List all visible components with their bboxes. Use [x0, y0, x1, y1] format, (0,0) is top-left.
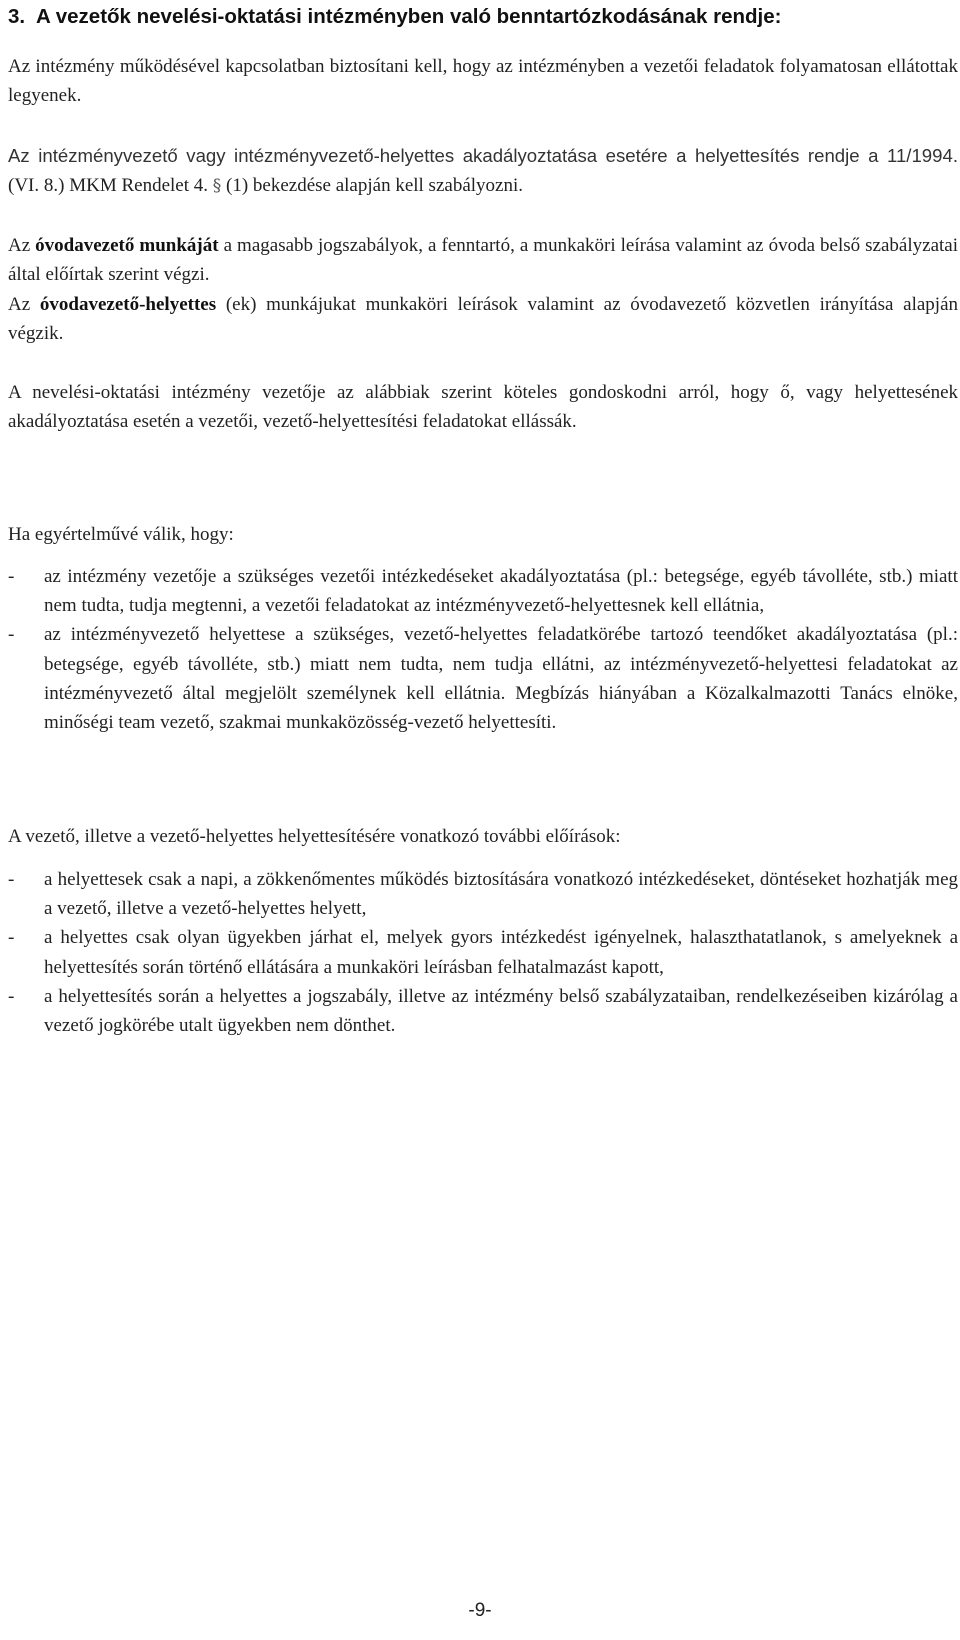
paragraph-obligation: A nevelési-oktatási intézmény vezetője az alábbiak szerint köteles gondoskodni arról, hogy ő, vagy helyettesének akadályoztatása esetén a vezetői, vezető-helyettesítési feladatokat ellássák. — [8, 382, 958, 433]
paragraph-head-duties — [8, 231, 958, 289]
section-heading — [8, 2, 781, 32]
substitution-text-serif: (VI. 8.) MKM Rendelet 4. — [8, 175, 213, 197]
condition-list — [8, 562, 958, 737]
list-item-text: az intézményvezető helyettese a szükséges, vezető-helyettes feladatkörébe tartozó teendőket akadályoztatása (pl.: betegsége, egyéb távolléte, stb.) miatt nem tudta, nem tudja ellátni, az intézményvezető-helyettesi feladatokat az intézményvezető által megjelölt személynek kell ellátnia. Megbízás hiányában a Közalkalmazotti Tanács elnöke, minőségi team vezető, szakmai munkaközösség-vezető helyettesíti. — [44, 624, 958, 734]
substitution-text-rest: (1) bekezdése alapján kell szabályozni. — [221, 175, 523, 197]
page-number: -9- — [468, 1600, 492, 1621]
list-item-text: a helyettes csak olyan ügyekben járhat el, melyek gyors intézkedést igényelnek, halaszthatatlanok, s amelyeknek a helyettesítés során történő ellátására a munkaköri leírásban felhatalmazást kapott, — [44, 927, 958, 978]
list-item — [8, 562, 958, 620]
paragraph-further-rules-intro: A vezető, illetve a vezető-helyettes helyettesítésére vonatkozó további előírások: — [8, 826, 621, 847]
deputy-duties-rest: (ek) munkájukat munkaköri leírások valamint az óvodavezető közvetlen irányítása alapján végzik. — [8, 294, 959, 345]
further-rules-list — [8, 865, 958, 1040]
list-dash: - — [8, 869, 15, 890]
section-sign-icon: § — [212, 176, 222, 197]
head-duties-rest: a magasabb jogszabályok, a fenntartó, a munkaköri leírása valamint az óvoda belső szabályzatai által előírtak szerint végzi. — [8, 235, 958, 286]
deputy-duties-bold: óvodavezető-helyettes — [39, 294, 217, 315]
section-title: A vezetők nevelési-oktatási intézményben való benntartózkodásának rendje: — [36, 5, 782, 28]
list-dash: - — [8, 566, 15, 587]
section-number: 3. — [8, 5, 26, 28]
list-item — [8, 865, 958, 923]
deputy-duties-prefix: Az — [8, 294, 40, 315]
paragraph-condition-intro: Ha egyértelművé válik, hogy: — [8, 524, 234, 545]
list-item — [8, 982, 958, 1040]
list-item — [8, 620, 958, 737]
substitution-text-sans: Az intézményvezető vagy intézményvezető-helyettes akadályoztatása esetére a helyettesítés rendje a 11/1994. — [8, 145, 958, 166]
list-item — [8, 923, 958, 981]
list-item-text: a helyettesítés során a helyettes a jogszabály, illetve az intézmény belső szabályzataiban, rendelkezéseiben kizárólag a vezető jogkörébe utalt ügyekben nem dönthet. — [44, 985, 958, 1037]
list-item-text: az intézmény vezetője a szükséges vezetői intézkedéseket akadályoztatása (pl.: betegsége, egyéb távolléte, stb.) miatt nem tudta, tudja megtenni, a vezetői feladatokat az intézményvezető-helyettesnek kell ellátnia, — [44, 566, 958, 617]
list-dash: - — [8, 927, 15, 949]
paragraph-continuity: Az intézmény működésével kapcsolatban biztosítani kell, hogy az intézményben a vezetői feladatok folyamatosan ellátottak legyenek. — [8, 56, 958, 107]
paragraph-substitution-rule — [8, 141, 958, 201]
list-dash: - — [8, 985, 15, 1007]
paragraph-deputy-duties — [8, 290, 958, 348]
head-duties-bold: óvodavezető munkáját — [35, 235, 219, 256]
list-item-text: a helyettesek csak a napi, a zökkenőmentes működés biztosítására vonatkozó intézkedéseket, döntéseket hozhatják meg a vezető, illetve a vezető-helyettes helyett, — [44, 869, 958, 920]
list-dash: - — [8, 624, 15, 646]
head-duties-prefix: Az — [8, 235, 36, 256]
